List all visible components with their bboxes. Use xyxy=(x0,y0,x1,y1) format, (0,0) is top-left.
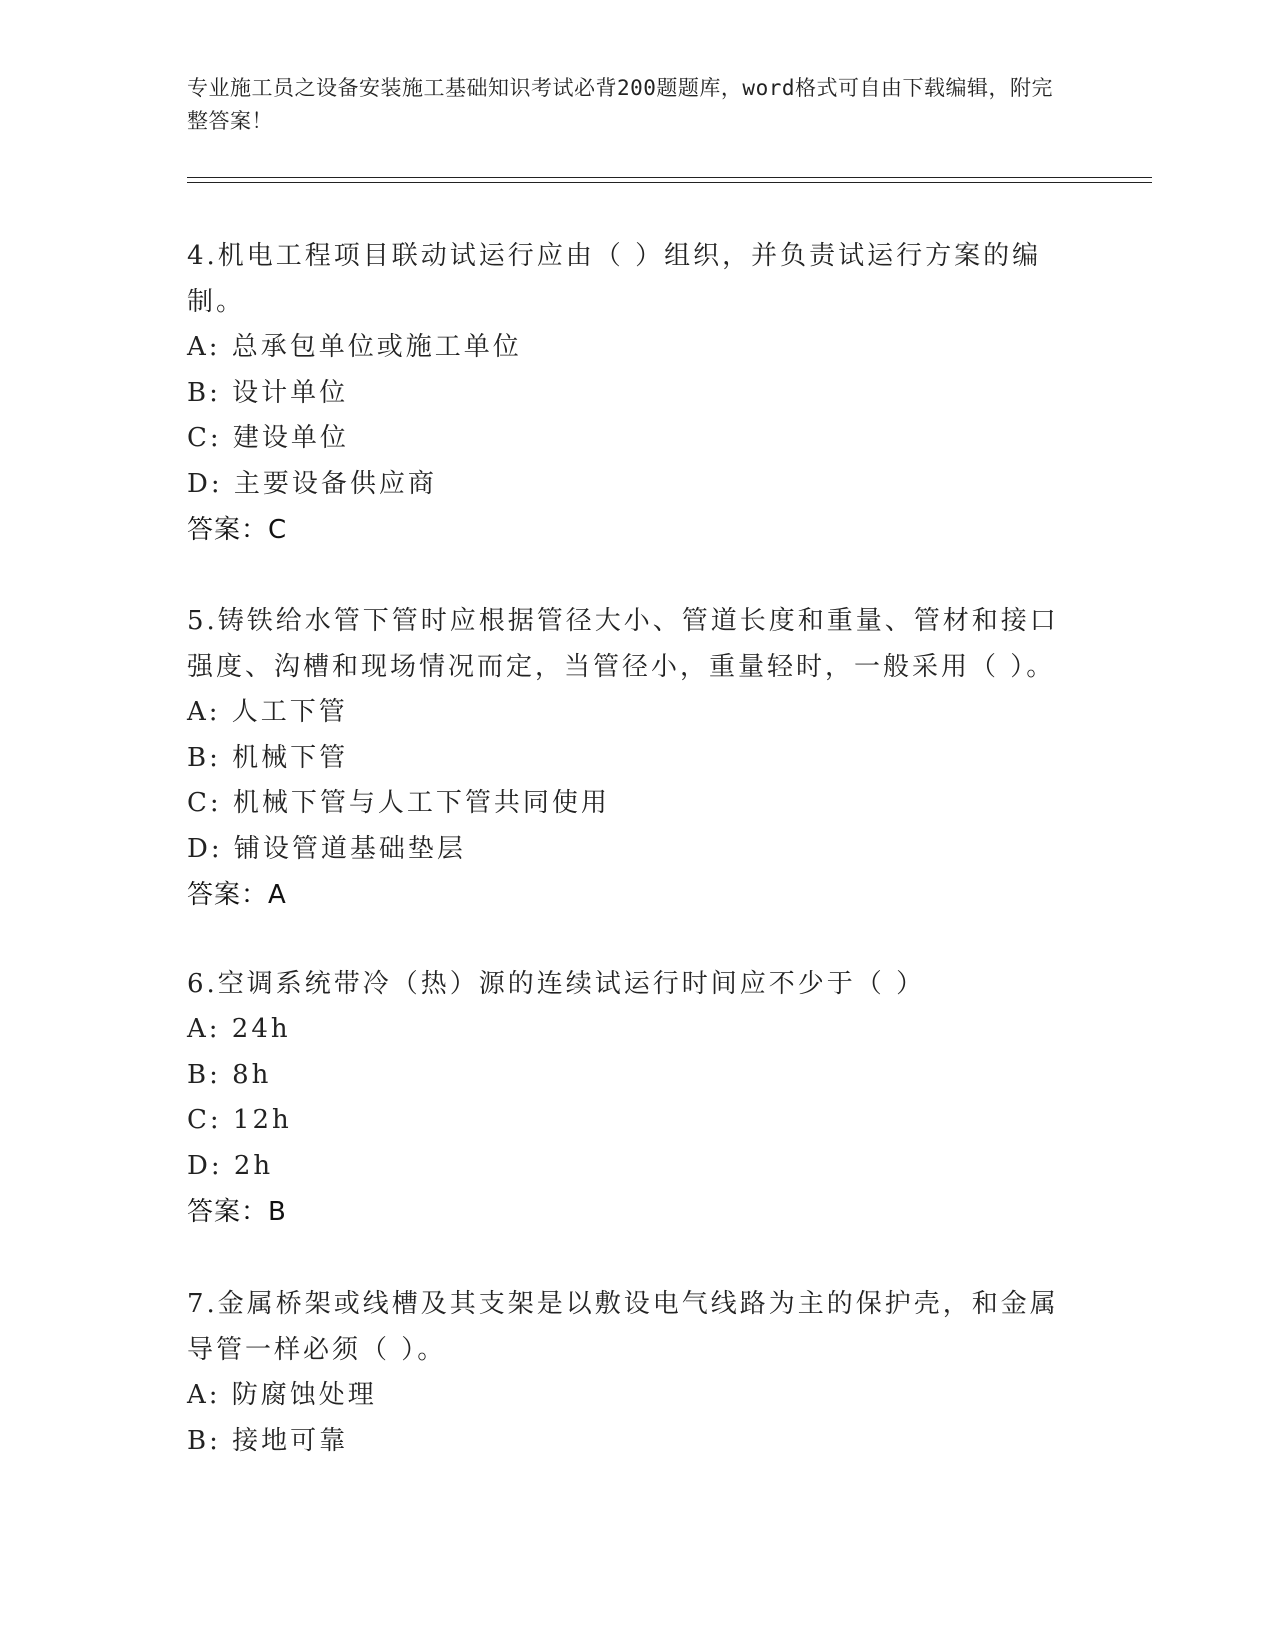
option-d: D: 主要设备供应商 xyxy=(187,468,437,499)
header-rule-top xyxy=(187,177,1152,178)
option-a: A: 24h xyxy=(187,1014,291,1044)
option-a: A: 防腐蚀处理 xyxy=(187,1380,377,1410)
question-stem: 4.机电工程项目联动试运行应由（ ）组织，并负责试运行方案的编制。 xyxy=(187,241,1042,317)
header-rule-bottom xyxy=(187,182,1152,183)
question-stem: 5.铸铁给水管下管时应根据管径大小、管道长度和重量、管材和接口强度、沟槽和现场情况而定，当管径小，重量轻时，一般采用（ ）。 xyxy=(187,606,1059,682)
question-4 xyxy=(187,233,1077,553)
option-d: D: 2h xyxy=(187,1150,274,1181)
question-7 xyxy=(187,1281,1077,1464)
option-b: B: 接地可靠 xyxy=(187,1425,349,1456)
question-6 xyxy=(187,961,1077,1235)
question-stem: 6.空调系统带冷（热）源的连续试运行时间应不少于（ ） xyxy=(187,969,926,999)
option-b: B: 8h xyxy=(187,1059,272,1090)
option-b: B: 机械下管 xyxy=(187,742,349,773)
answer-line: 答案：B xyxy=(187,1197,287,1227)
question-stem: 7.金属桥架或线槽及其支架是以敷设电气线路为主的保护壳，和金属导管一样必须（ ）。 xyxy=(187,1289,1059,1365)
option-d: D: 铺设管道基础垫层 xyxy=(187,833,466,864)
option-a: A: 人工下管 xyxy=(187,697,348,727)
option-b: B: 设计单位 xyxy=(187,377,349,408)
option-a: A: 总承包单位或施工单位 xyxy=(187,332,522,362)
option-c: C: 建设单位 xyxy=(187,423,349,453)
option-c: C: 12h xyxy=(187,1105,292,1135)
option-c: C: 机械下管与人工下管共同使用 xyxy=(187,788,610,818)
answer-line: 答案：C xyxy=(187,515,288,545)
document-header: 专业施工员之设备安装施工基础知识考试必背200题题库，word格式可自由下载编辑，附完整答案！ xyxy=(187,76,1053,133)
question-5 xyxy=(187,598,1077,918)
answer-line: 答案：A xyxy=(187,880,287,910)
